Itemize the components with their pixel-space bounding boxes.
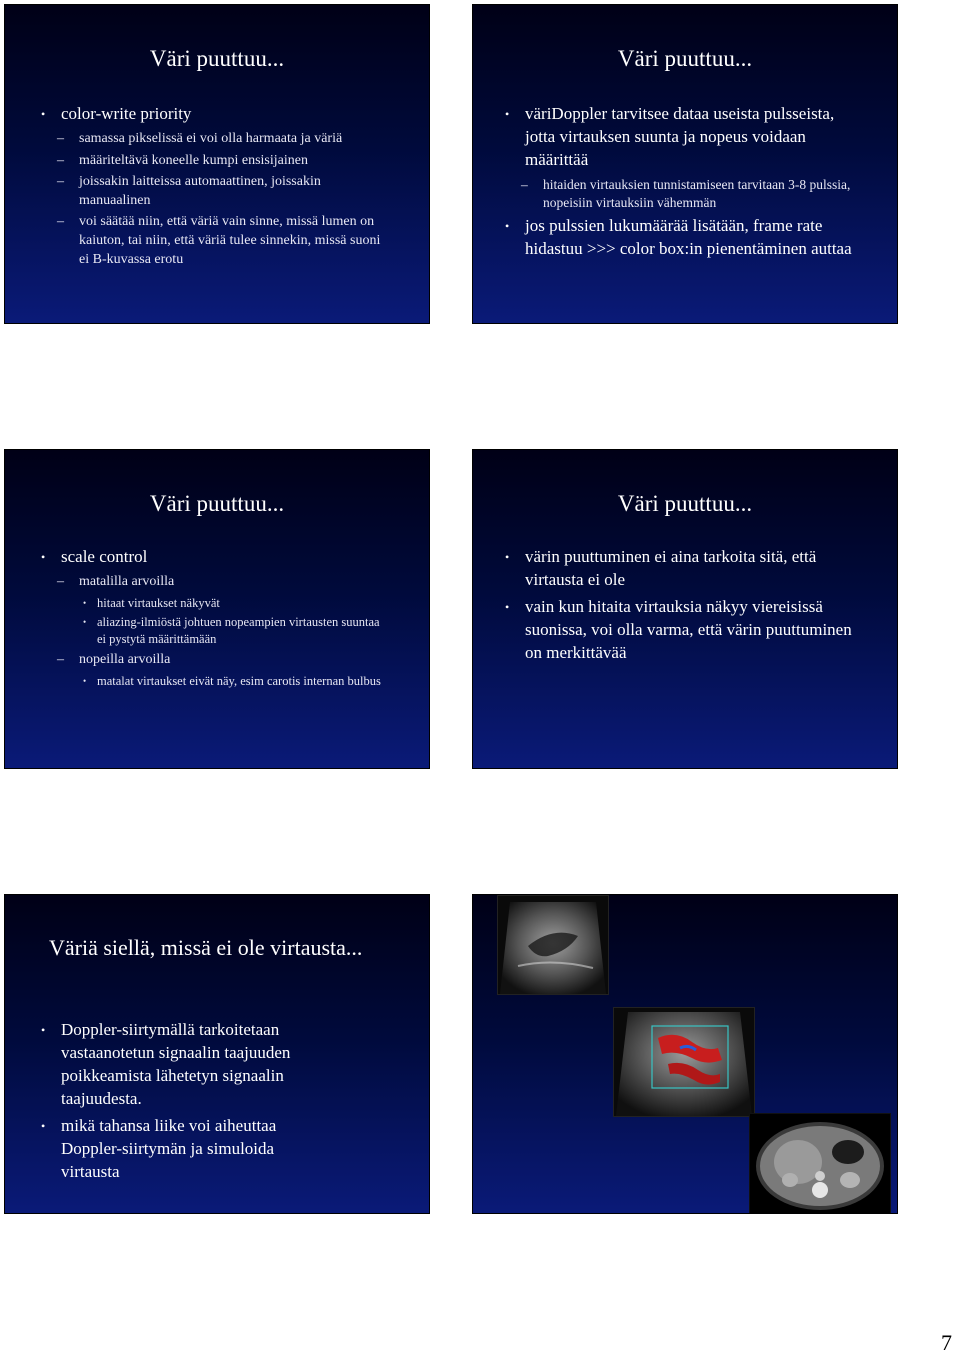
bullet-icon: • (83, 675, 87, 686)
bullet-icon: • (41, 107, 46, 121)
bullet-item: • vain kun hitaita virtauksia näkyy viereisissä suonissa, voi olla varma, että värin puuttuminen on merkittävää (505, 596, 852, 662)
page-number: 7 (941, 1330, 952, 1355)
sub-sub-item: • matalat virtaukset eivät näy, esim carotis internan bulbus (83, 673, 381, 688)
sub-item: – voi säätää niin, että väriä vain sinne, missä lumen on kaiuton, tai niin, että väriä tulee sinnekin, missä suoni ei B-kuvassa erotu (57, 214, 381, 267)
bullet-icon: • (41, 1023, 46, 1037)
bullet-icon: • (83, 597, 87, 608)
sub-item: – samassa pikselissä ei voi olla harmaata ja väriä (41, 130, 389, 149)
sub-item: – joissakin laitteissa automaattinen, joissakin manuaalinen (57, 174, 321, 208)
slide-4 (472, 449, 898, 769)
slide-3 (4, 449, 430, 769)
slide-1 (4, 4, 430, 324)
dash-icon: – (57, 152, 64, 168)
bullet-item: • värin puuttuminen ei aina tarkoita sitä, että virtausta ei ole (505, 547, 817, 589)
bullet-icon: • (83, 617, 87, 628)
ultrasound-image (497, 895, 609, 995)
dash-icon: – (57, 652, 64, 668)
sub-item: – hitaiden virtauksien tunnistamiseen tarvitaan 3-8 pulssia, nopeisiin virtauksiin vähemmän (521, 176, 851, 210)
color-doppler-image (613, 1007, 755, 1117)
slide-title: Väriä siellä, missä ei ole virtausta... (49, 935, 363, 960)
slide-content (41, 546, 389, 693)
slide-content (505, 103, 867, 265)
bullet-item: • jos pulssien lukumäärää lisätään, frame rate hidastuu >>> color box:in pienentäminen auttaa (505, 215, 852, 258)
bullet-icon: • (505, 550, 510, 564)
slide-title: Väri puuttuu... (617, 491, 753, 516)
slide-6-images (472, 894, 898, 1214)
dash-icon: – (57, 174, 64, 190)
bullet-icon: • (41, 550, 46, 564)
slide-content (505, 546, 867, 669)
bullet-item: • scale control (41, 547, 148, 566)
dash-icon: – (57, 573, 64, 589)
sub-sub-item: • aliazing-ilmiöstä johtuen nopeampien virtausten suuntaa ei pystytä määrittämään (83, 615, 380, 647)
bullet-item: • väriDoppler tarvitsee dataa useista pulsseista, jotta virtauksen suunta ja nopeus voidaan määrittää (505, 104, 835, 169)
slide-2 (472, 4, 898, 324)
slide-content (41, 103, 389, 272)
bullet-item: • color-write priority (41, 104, 192, 123)
slide-content (41, 1019, 299, 1188)
slide-title: Väri puuttuu... (149, 46, 285, 71)
sub-sub-item: • hitaat virtaukset näkyvät (83, 595, 220, 610)
sub-item: – nopeilla arvoilla (41, 651, 389, 670)
slide-title: Väri puuttuu... (617, 46, 753, 71)
bullet-item: • Doppler-siirtymällä tarkoitetaan vastaanotetun signaalin taajuuden poikkeamista lähetetyn signaalin taajuudesta. (41, 1020, 291, 1108)
slide-title: Väri puuttuu... (149, 491, 285, 516)
sub-item: – matalilla arvoilla (41, 573, 389, 592)
bullet-item: • mikä tahansa liike voi aiheuttaa Doppler-siirtymän ja simuloida virtausta (41, 1115, 277, 1181)
bullet-icon: • (41, 1118, 46, 1133)
slide-5 (4, 894, 430, 1214)
dash-icon: – (57, 214, 64, 230)
bullet-icon: • (505, 107, 510, 121)
sub-item: – määriteltävä koneelle kumpi ensisijainen (41, 152, 389, 171)
bullet-icon: • (505, 218, 510, 233)
dash-icon: – (521, 176, 528, 192)
ct-scan-image (749, 1113, 891, 1214)
dash-icon: – (57, 130, 64, 146)
bullet-icon: • (505, 599, 510, 614)
